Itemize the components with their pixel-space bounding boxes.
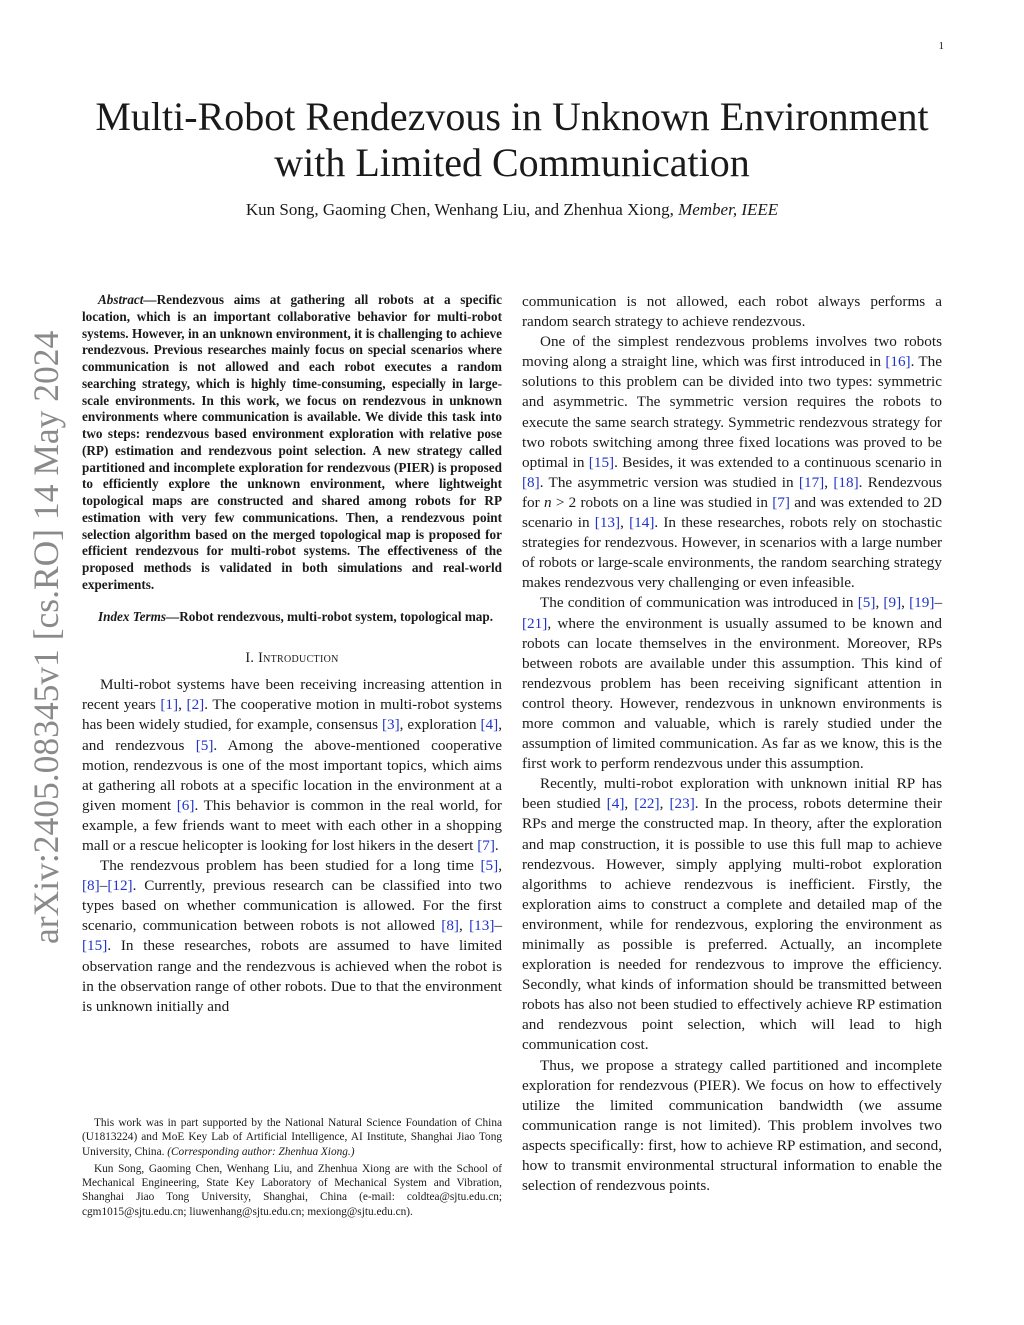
citation-link[interactable]: [15] bbox=[588, 453, 615, 471]
citation-link[interactable]: [7] bbox=[477, 837, 495, 854]
citation-link[interactable]: [9] bbox=[883, 594, 902, 612]
abstract-text: Rendezvous aims at gathering all robots at a specific location, which is an important collaborative behavior for multi-robot systems. However, in an unknown environment, it is challenging to achieve rendezvous. Previous researches mainly focus on special scenarios where communication is not allowed and each robot executes a random searching strategy, which is highly time-consuming, especially in large-scale environments. In this work, we focus on rendezvous in unknown environments where communication is available. We divide this task into two steps: rendezvous based environment exploration with relative pose (RP) estimation and rendezvous point selection. A new strategy called partitioned and incomplete exploration for rendezvous (PIER) is proposed to efficiently explore the unknown environment, where lightweight topological maps are constructed and shared among robots for RP estimation with very few communications. Then, a rendezvous point selection algorithm based on the merged topological map is proposed for efficient rendezvous for multi-robot systems. The effectiveness of the proposed methods is validated in both simulations and real-world experiments. bbox=[82, 292, 502, 592]
text-run: . In these researches, robots rely on stochastic strategies for rendezvous. However, in scenarios with a large number of robots or large-scale environments, the random searching strategy makes rendezvous very challenging or even infeasible. bbox=[522, 514, 943, 592]
citation-link[interactable]: [1] bbox=[160, 696, 179, 714]
text-run: The condition of communication was introduced in bbox=[540, 594, 858, 612]
text-run: . The solutions to this problem can be divided into two types: symmetric and asymmetric. The symmetric version requires the robots to execute the same search strategy. Symmetric rendezvous strategy for two robots switching among three fixed locations was proved to be optimal in bbox=[522, 353, 942, 471]
text-run: Multi-robot systems have been receiving increasing attention in recent years bbox=[82, 676, 502, 714]
text-run: . bbox=[494, 837, 499, 854]
index-terms-label: Index Terms— bbox=[98, 608, 180, 624]
citation-link[interactable]: [8] bbox=[82, 877, 100, 895]
intro-paragraph-6: Thus, we propose a strategy called partitioned and incomplete exploration for rendezvous (PIER). We focus on how to effectively utilize the limited communication bandwidth (we assume communication range is not limited). This problem involves two aspects specifically: first, how to achieve RP estimation, and second, how to transmit environmental structural information to enable the selection of rendezvous points. bbox=[522, 1056, 942, 1195]
footnote-text: This work was in part supported by the National Natural Science Foundation of China (U1813224) and MoE Key Lab of Artificial Intelligence, AI Institute, Shanghai Jiao Tong University, China. bbox=[82, 1117, 502, 1158]
text-run: , where the environment is usually assumed to be known and robots can locate themselves in the environment. Moreover, RPs between robots are available under this assumption. This kind of rendezvous problem has been receiving significant attention in control theory. However, rendezvous in unknown environments is more common and valuable, which is rarely studied under the assumption of limited communication. As far as we know, this is the first work to perform rendezvous under this assumption. bbox=[522, 614, 942, 773]
citation-link[interactable]: [2] bbox=[186, 696, 205, 714]
citation-link[interactable]: [16] bbox=[885, 353, 911, 371]
math-relation: > 2 bbox=[551, 493, 577, 511]
text-run: and was extended to 2D scenario in bbox=[522, 493, 942, 532]
arxiv-stamp: arXiv:2405.08345v1 [cs.RO] 14 May 2024 bbox=[26, 330, 66, 944]
intro-paragraph-3 bbox=[522, 332, 942, 593]
text-run: , bbox=[178, 696, 187, 714]
text-run: , bbox=[624, 795, 635, 813]
text-run: , bbox=[659, 795, 670, 813]
text-run: . Rendezvous for bbox=[522, 473, 943, 511]
index-terms bbox=[82, 609, 502, 626]
text-run: . The cooperative motion in multi-robot systems has been widely studied, for example, consensus bbox=[82, 696, 503, 734]
abstract-label: Abstract— bbox=[98, 292, 157, 307]
text-run: , bbox=[498, 857, 502, 875]
left-column bbox=[82, 292, 502, 1017]
text-run: . This behavior is common in the real world, for example, a few friends want to meet with each other in a shopping mall or a rescue helicopter is looking for lost hikers in the desert bbox=[82, 796, 502, 854]
section-number: I. bbox=[245, 650, 255, 667]
math-variable: n bbox=[543, 493, 552, 511]
paper-title: Multi-Robot Rendezvous in Unknown Environment with Limited Communication bbox=[95, 94, 929, 185]
citation-link[interactable]: [13] bbox=[469, 917, 495, 935]
text-run: . Among the above-mentioned cooperative motion, rendezvous is one of the most important topics, which aims at gathering all robots at a specific location in the environment at a given moment bbox=[82, 736, 502, 814]
intro-paragraph-2 bbox=[82, 856, 502, 1017]
text-run: . Besides, it was extended to a continuous scenario in bbox=[614, 453, 942, 471]
text-run: Recently, multi-robot exploration with unknown initial RP has been studied bbox=[522, 775, 942, 813]
citation-link[interactable]: [5] bbox=[857, 594, 876, 612]
citation-link[interactable]: [6] bbox=[176, 796, 195, 814]
citation-link[interactable]: [13] bbox=[594, 514, 621, 532]
text-run: , bbox=[620, 514, 630, 532]
text-run: – bbox=[494, 917, 503, 935]
text-run: One of the simplest rendezvous problems involves two robots moving along a straight line, which was first introduced in bbox=[522, 333, 942, 371]
text-run: – bbox=[99, 877, 108, 895]
author-line bbox=[80, 199, 944, 221]
citation-link[interactable]: [17] bbox=[798, 473, 825, 491]
citation-link[interactable]: [8] bbox=[522, 473, 540, 491]
citation-link[interactable]: [5] bbox=[480, 857, 499, 875]
right-column bbox=[522, 292, 942, 1196]
citation-link[interactable]: [4] bbox=[606, 795, 625, 813]
text-run: . In the process, robots determine their RPs and merge the constructed map. In theory, after the exploration and map construction, it is possible to use this full map to achieve rendezvous. However, simply applying multi-robot exploration algorithms to achieve rendezvous is inefficient. Firstly, the exploration aims to construct a complete and detailed map of the environment, while for rendezvous, exploring the environment as minimally as possible is preferred. Actually, an incomplete exploration is needed for rendezvous to improve the efficiency. Secondly, what kinds of information should be transmitted between robots has also not been studied to effectively achieve RP estimation and rendezvous point selection, which will lead to high communication cost. bbox=[522, 795, 943, 1054]
affiliation-footnote: Kun Song, Gaoming Chen, Wenhang Liu, and Zhenhua Xiong are with the School of Mechanical Engineering, State Key Laboratory of Mechanical System and Vibration, Shanghai Jiao Tong University, Shanghai, China (e-mail: coldtea@sjtu.edu.cn; cgm1015@sjtu.edu.cn; liuwenhang@sjtu.edu.cn; mexiong@sjtu.edu.cn). bbox=[82, 1162, 502, 1218]
author-names: Kun Song, Gaoming Chen, Wenhang Liu, and Zhenhua Xiong, bbox=[245, 200, 674, 219]
text-run: . In these researches, robots are assumed to have limited observation range and the rendezvous is achieved when the robot is in the observation range of other robots. Due to that the environment is unknown initially and bbox=[82, 937, 502, 1015]
text-run: , bbox=[458, 917, 470, 935]
text-run: , exploration bbox=[399, 716, 481, 734]
citation-link[interactable]: [23] bbox=[669, 795, 695, 813]
continued-paragraph: communication is not allowed, each robot always performs a random search strategy to achieve rendezvous. bbox=[522, 293, 942, 331]
text-run: robots on a line was studied in bbox=[576, 493, 773, 511]
text-run: . The asymmetric version was studied in bbox=[539, 473, 799, 491]
citation-link[interactable]: [15] bbox=[82, 937, 108, 955]
citation-link[interactable]: [14] bbox=[629, 514, 655, 532]
intro-paragraph-5 bbox=[522, 774, 942, 1055]
citation-link[interactable]: [18] bbox=[833, 473, 859, 491]
citation-link[interactable]: [19] bbox=[909, 594, 935, 612]
text-run: – bbox=[934, 594, 943, 612]
citation-link[interactable]: [22] bbox=[634, 795, 660, 813]
math-expression bbox=[544, 494, 576, 511]
text-run: , bbox=[901, 594, 910, 612]
author-membership: Member, IEEE bbox=[678, 200, 779, 219]
index-terms-text: Robot rendezvous, multi-robot system, topological map. bbox=[179, 608, 494, 624]
corresponding-author-note: (Corresponding author: Zhenhua Xiong.) bbox=[167, 1145, 355, 1158]
page-number: 1 bbox=[938, 40, 944, 52]
text-run: , bbox=[875, 594, 884, 612]
text-run: , bbox=[824, 473, 834, 491]
citation-link[interactable]: [4] bbox=[480, 716, 499, 734]
text-run: . Currently, previous research can be classified into two types based on whether communication is allowed. For the first scenario, communication between robots is not allowed bbox=[82, 877, 502, 935]
intro-paragraph-4 bbox=[522, 593, 942, 774]
text-run: , and rendezvous bbox=[82, 716, 502, 754]
abstract bbox=[82, 292, 502, 594]
intro-paragraph-1 bbox=[82, 675, 502, 856]
text-run: The rendezvous problem has been studied for a long time bbox=[100, 857, 481, 875]
section-heading bbox=[82, 650, 502, 667]
citation-link[interactable]: [21] bbox=[522, 614, 548, 632]
section-title: Introduction bbox=[258, 650, 339, 667]
citation-link[interactable]: [8] bbox=[441, 917, 459, 935]
citation-link[interactable]: [7] bbox=[772, 493, 790, 511]
footnotes bbox=[82, 1116, 502, 1219]
funding-footnote bbox=[82, 1116, 502, 1159]
citation-link[interactable]: [3] bbox=[381, 716, 400, 734]
citation-link[interactable]: [5] bbox=[195, 736, 214, 754]
citation-link[interactable]: [12] bbox=[107, 877, 133, 895]
